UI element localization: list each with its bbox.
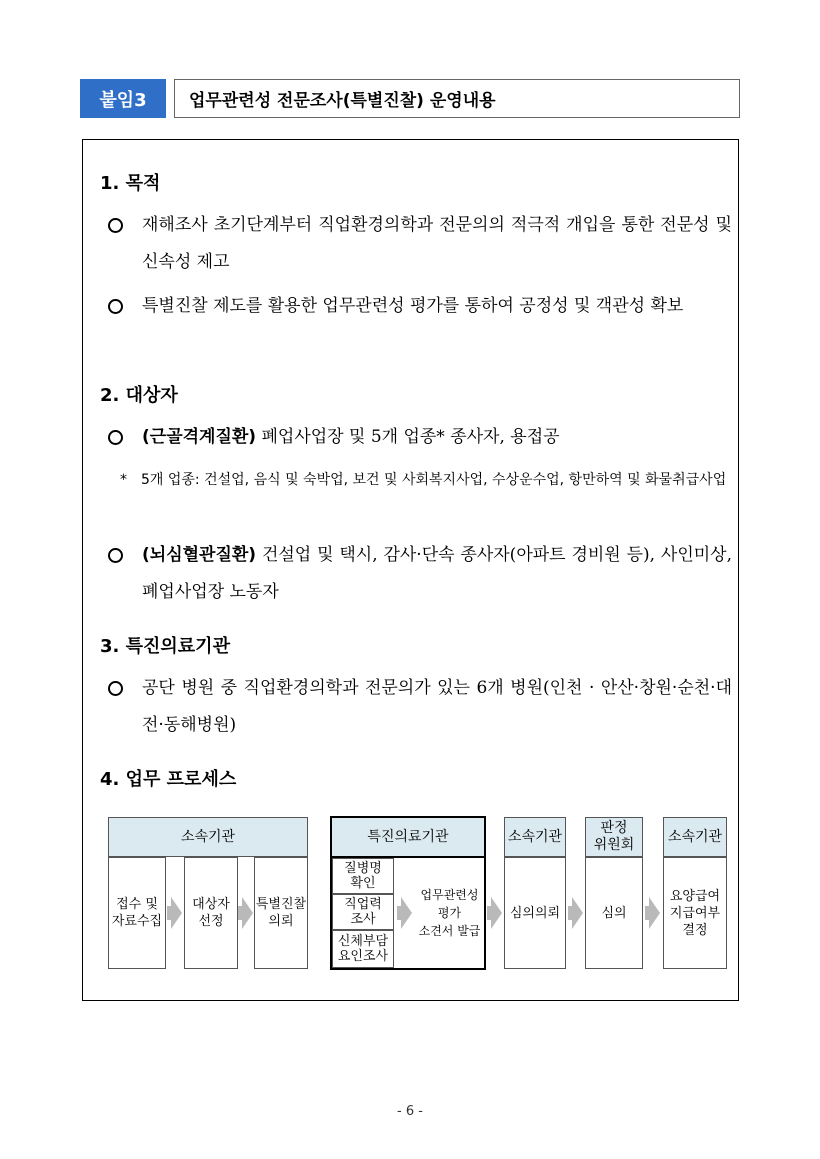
process-substep-history: 직업력 조사 <box>332 894 394 930</box>
right-arrow-icon <box>242 897 253 929</box>
section-title-purpose: 1. 목적 <box>100 173 161 194</box>
list-item <box>108 207 732 281</box>
process-step-intake: 접수 및 자료수집 <box>108 857 166 969</box>
list-item-text: 공단 병원 중 직업환경의학과 전문의가 있는 6개 병원(인천 · 안산·창원·순천·대전·동해병원) <box>142 678 732 735</box>
process-step-review: 심의 <box>585 857 643 969</box>
footnote <box>120 466 732 495</box>
list-item-text <box>142 537 732 611</box>
right-arrow-icon <box>171 897 182 929</box>
section-title-target: 2. 대상자 <box>100 385 178 406</box>
process-header-committee: 판정 위원회 <box>585 817 643 857</box>
process-step-evaluation: 업무관련성 평가 소견서 발급 <box>418 888 481 938</box>
process-header-hospital: 특진의료기관 <box>330 816 486 858</box>
circle-bullet-icon <box>108 681 123 696</box>
right-arrow-icon <box>572 897 583 929</box>
list-item <box>108 537 732 611</box>
right-arrow-icon <box>491 897 502 929</box>
document-title: 업무관련성 전문조사(특별진찰) 운영내용 <box>174 79 740 118</box>
list-item-text: 재해조사 초기단계부터 직업환경의학과 전문의의 적극적 개입을 통한 전문성 및 신속성 제고 <box>142 215 732 272</box>
circle-bullet-icon <box>108 430 123 445</box>
section-title-process: 4. 업무 프로세스 <box>100 769 237 790</box>
category-description: 폐업사업장 및 5개 업종* 종사자, 용접공 <box>256 427 560 447</box>
right-arrow-icon <box>401 897 412 929</box>
list-item-text <box>142 419 732 456</box>
list-item-text: 특별진찰 제도를 활용한 업무관련성 평가를 통하여 공정성 및 객관성 확보 <box>142 296 684 316</box>
circle-bullet-icon <box>108 299 123 314</box>
process-header-agency: 소속기관 <box>108 817 308 857</box>
circle-bullet-icon <box>108 218 123 233</box>
list-item <box>108 670 732 744</box>
footnote-marker: * <box>120 472 127 488</box>
category-label: (뇌심혈관질환) <box>142 545 257 565</box>
process-substep-burden: 신체부담 요인조사 <box>332 930 394 968</box>
process-step-select: 대상자 선정 <box>184 857 238 969</box>
list-item <box>108 288 732 325</box>
process-step-review-request: 심의의뢰 <box>504 857 566 969</box>
section-title-hospitals: 3. 특진의료기관 <box>100 636 230 657</box>
process-substep-diagnosis: 질병명 확인 <box>332 858 394 894</box>
process-header-agency: 소속기관 <box>504 817 566 857</box>
process-step-decision: 요양급여 지급여부 결정 <box>663 857 727 969</box>
category-label: (근골격계질환) <box>142 427 257 447</box>
footnote-text: 5개 업종: 건설업, 음식 및 숙박업, 보건 및 사회복지사업, 수상운수업, 항만하역 및 화물취급사업 <box>141 472 727 488</box>
list-item <box>108 419 732 456</box>
process-step-request: 특별진찰 의뢰 <box>254 857 308 969</box>
right-arrow-icon <box>649 897 660 929</box>
page-number: - 6 - <box>397 1104 423 1119</box>
circle-bullet-icon <box>108 548 123 563</box>
category-description: 건설업 및 택시, 감사·단속 종사자(아파트 경비원 등), 사인미상, 폐업사업장 노동자 <box>142 545 732 602</box>
process-header-agency: 소속기관 <box>663 817 727 857</box>
attachment-badge: 붙임3 <box>80 79 166 118</box>
